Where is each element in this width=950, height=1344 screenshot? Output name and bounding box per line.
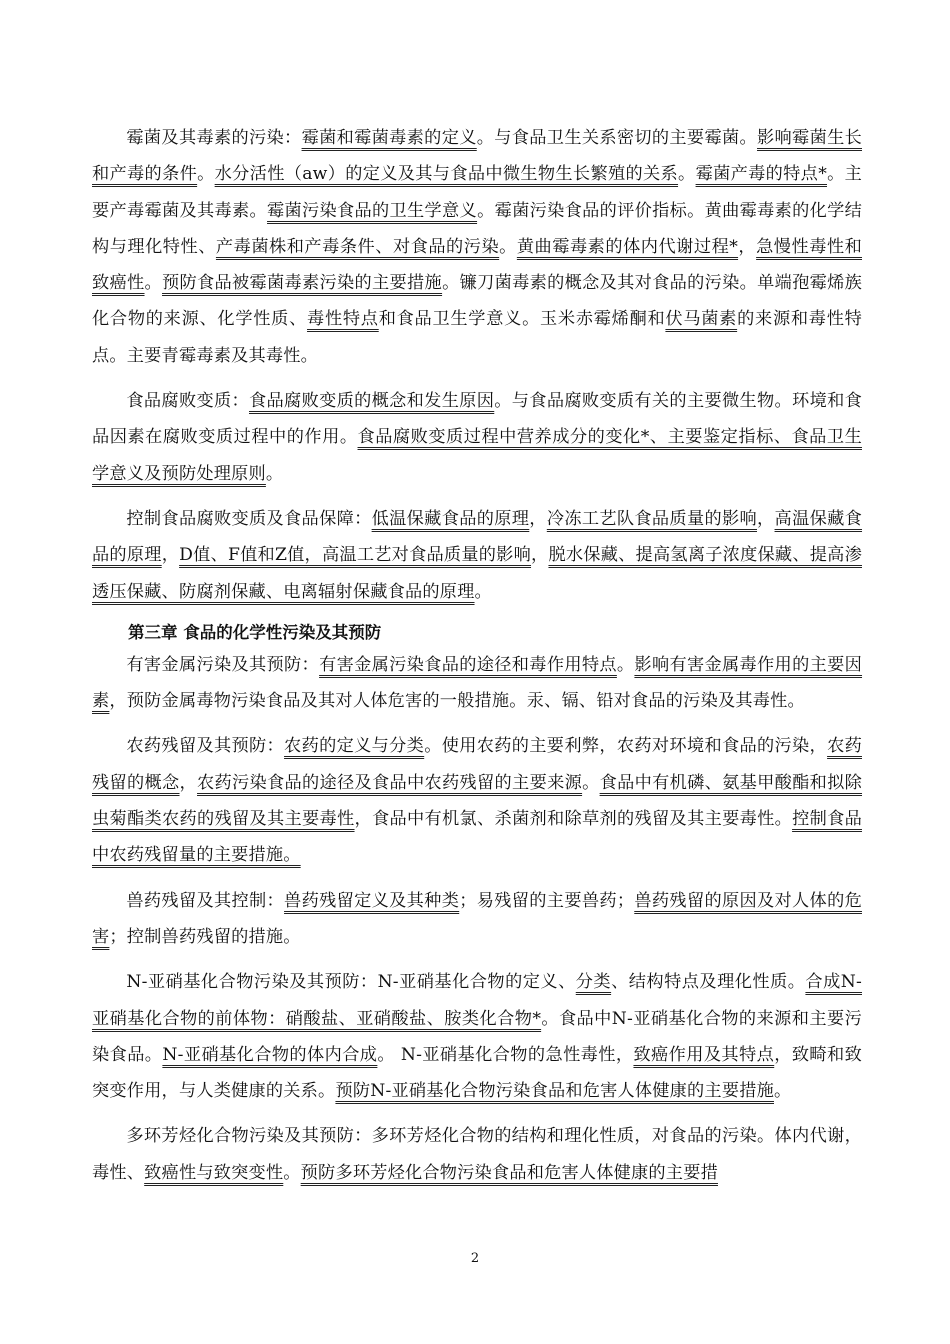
underlined-text: 兽药残留定义及其种类 — [284, 890, 460, 911]
text-segment: 。 — [582, 772, 600, 793]
text-segment: ， — [529, 508, 547, 529]
text-segment: ， — [531, 545, 549, 566]
underlined-text: 水分活性（aw）的定义及其与食品中微生物生长繁殖的关系 — [214, 164, 679, 185]
text-segment: 和食品卫生学意义。玉米赤霉烯酮和 — [378, 309, 666, 330]
underlined-text: 预防食品被霉菌毒素污染的主要措施 — [162, 273, 443, 294]
underlined-text: 合成N-亚硝基化合物的前体物：硝酸盐、亚硝酸盐、胺类化合物* — [92, 972, 862, 1029]
section-microbial-contamination — [92, 120, 862, 610]
underlined-text: 农药残留的概念 — [92, 736, 862, 793]
paragraph-nitroso — [92, 964, 862, 1109]
underlined-text: 低温保藏食品的原理 — [371, 508, 530, 529]
text-segment: ，食品中有机氯、杀菌剂和除草剂的残留及其主要毒性。 — [354, 809, 793, 830]
underlined-text: 食品腐败变质过程中营养成分的变化*、主要鉴定指标、食品卫生学意义及预防处理原则 — [92, 427, 862, 484]
text-segment: N-亚硝基化合物污染及其预防：N-亚硝基化合物的定义、 — [126, 972, 576, 993]
underlined-text: N-亚硝基化合物的体内合成 — [162, 1044, 378, 1065]
text-segment: 。食品中N-亚硝基化合物的来源和主要污染食品。 — [92, 1008, 862, 1065]
text-segment: 的来源和毒性特点。主要青霉毒素及其毒性。 — [92, 309, 863, 366]
paragraph-metal — [92, 647, 862, 720]
text-segment: 。主要产毒霉菌及其毒素。 — [92, 164, 863, 221]
text-segment: 。 — [774, 1081, 792, 1102]
document-page — [92, 120, 862, 1200]
text-segment: 。与食品卫生关系密切的主要霉菌。 — [476, 128, 758, 148]
text-segment: 。 — [265, 463, 284, 484]
paragraph-pah — [92, 1118, 862, 1191]
text-segment: ， — [757, 508, 775, 529]
text-segment: 食品腐败变质： — [126, 391, 250, 412]
underlined-text: 高温保藏食品的原理 — [92, 508, 863, 566]
text-segment: 。 — [678, 164, 696, 185]
text-segment: ；易残留的主要兽药； — [459, 890, 635, 911]
paragraph-control — [92, 501, 862, 610]
text-segment: 。 — [283, 1162, 301, 1183]
text-segment: ，致畸和致突变作用，与人类健康的关系。 — [92, 1044, 862, 1102]
text-segment: 。镰刀菌毒素的概念及其对食品的污染。单端孢霉烯族化合物的来源、化学性质、 — [92, 273, 863, 330]
paragraph-pesticide — [92, 728, 862, 873]
underlined-text: 霉菌产毒的特点* — [695, 164, 827, 185]
text-segment: 。 N-亚硝基化合物的急性毒性， — [377, 1044, 634, 1065]
text-segment: 控制食品腐败变质及食品保障： — [126, 508, 372, 529]
text-segment: 。 — [144, 273, 163, 294]
underlined-text: 预防N-亚硝基化合物污染食品和危害人体健康的主要措施 — [335, 1081, 774, 1102]
text-segment: ， — [161, 545, 180, 566]
text-segment: 有害金属污染及其预防： — [126, 654, 320, 675]
underlined-text: 有害金属污染食品的途径和毒作用特点 — [319, 654, 617, 675]
text-segment: ， — [179, 772, 198, 793]
paragraph-spoil — [92, 383, 862, 492]
underlined-text: 兽药残留的原因及对人体的危害 — [92, 890, 862, 947]
text-segment: ；控制兽药残留的措施。 — [109, 926, 301, 947]
paragraph-mold — [92, 120, 862, 374]
underlined-text: 影响有害金属毒作用的主要因素 — [92, 654, 863, 712]
underlined-text: 农药污染食品的途径及食品中农药残留的主要来源 — [197, 772, 583, 793]
text-segment: 。使用农药的主要利弊，农药对环境和食品的污染， — [424, 736, 828, 757]
text-segment: 。霉菌污染食品的评价指标。黄曲霉毒素的化学结构与理化特性、 — [92, 200, 862, 257]
section-chemical-contamination — [92, 647, 862, 1191]
underlined-text: 食品腐败变质的概念和发生原因 — [249, 391, 495, 412]
underlined-text: 冷冻工艺队食品质量的影响 — [546, 508, 758, 529]
text-segment: 、结构特点及理化性质。 — [611, 972, 806, 993]
text-segment: 多环芳烃化合物污染及其预防：多环芳烃化合物的结构和理化性质，对食品的污染。体内代谢，毒性、 — [92, 1126, 862, 1183]
underlined-text: 产毒菌株和产毒条件、对食品的污染 — [215, 236, 500, 257]
text-segment: 。 — [499, 236, 517, 257]
underlined-text: 致癌作用及其特点 — [633, 1044, 775, 1065]
text-segment: 兽药残留及其控制： — [126, 890, 285, 911]
text-segment: 。 — [474, 581, 492, 602]
underlined-text: 黄曲霉毒素的体内代谢过程* — [516, 236, 739, 257]
underlined-text: 急慢性毒性和致癌性 — [92, 236, 863, 294]
text-segment: 。与食品腐败变质有关的主要微生物。环境和食品因素在腐败变质过程中的作用。 — [92, 391, 862, 448]
paragraph-vetdrug — [92, 883, 862, 956]
underlined-text: 影响霉菌生长和产毒的条件 — [92, 128, 862, 185]
underlined-text: 预防多环芳烃化合物污染食品和危害人体健康的主要措 — [300, 1162, 718, 1183]
underlined-text: 脱水保藏、提高氢离子浓度保藏、提高渗透压保藏、防腐剂保藏、电离辐射保藏食品的原理 — [92, 545, 862, 602]
underlined-text: 致癌性与致突变性 — [144, 1162, 284, 1183]
page-number: 2 — [470, 1251, 480, 1266]
underlined-text: 农药的定义与分类 — [284, 736, 425, 757]
text-segment: ， — [738, 236, 757, 257]
underlined-text: 食品中有机磷、氨基甲酸酯和拟除虫菊酯类农药的残留及其主要毒性 — [92, 772, 863, 830]
underlined-text: 毒性特点 — [307, 309, 379, 330]
chapter-title: 第三章 食品的化学性污染及其预防 — [128, 622, 382, 642]
text-segment: 。 — [616, 654, 635, 675]
underlined-text: D值、F值和Z值，高温工艺对食品质量的影响 — [179, 545, 532, 566]
text-segment: 农药残留及其预防： — [126, 736, 285, 757]
underlined-text: 霉菌污染食品的卫生学意义 — [267, 200, 478, 221]
underlined-text: 分类 — [575, 972, 612, 993]
underlined-text: 控制食品中农药残留量的主要措施。 — [92, 809, 862, 866]
text-segment: ，预防金属毒物污染食品及其对人体危害的一般措施。汞、镉、铅对食品的污染及其毒性。 — [109, 691, 805, 712]
underlined-text: 伏马菌素 — [665, 309, 738, 330]
text-segment: 霉菌及其毒素的污染： — [126, 128, 302, 148]
text-segment: 。 — [197, 164, 215, 185]
underlined-text: 霉菌和霉菌毒素的定义 — [301, 128, 477, 148]
